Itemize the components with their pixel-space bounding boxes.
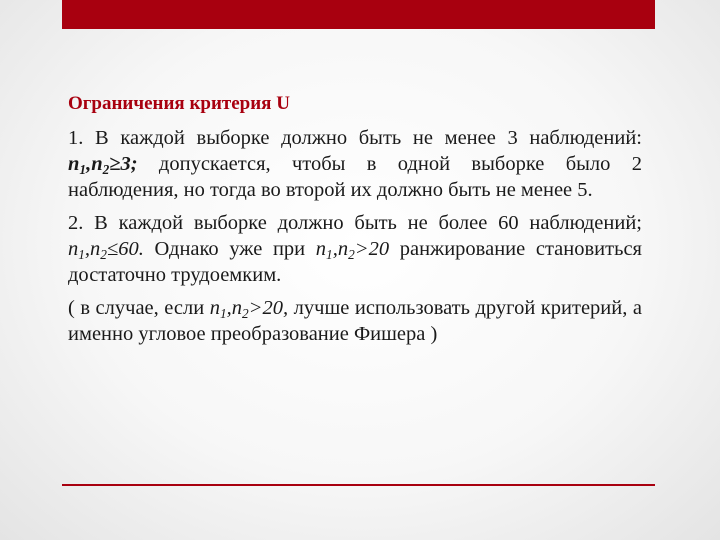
paragraph-2 xyxy=(68,210,642,288)
p1-formula-rest: ≥3; xyxy=(109,153,138,175)
p1-formula xyxy=(68,153,138,175)
p2-formula2-sub1: 1 xyxy=(326,246,333,262)
p3-formula-n2: ,n xyxy=(226,297,243,319)
p2-formula1-sub1: 1 xyxy=(78,246,85,262)
p2-formula1-rest: ≤60. xyxy=(106,238,144,260)
p2-text-b: Однако уже при xyxy=(143,238,316,260)
p2-formula1-n2: ,n xyxy=(84,238,101,260)
top-accent-bar xyxy=(62,0,655,29)
p2-formula2-n1: n xyxy=(315,238,327,260)
p1-formula-n2: ,n xyxy=(86,153,103,175)
paragraph-3 xyxy=(68,295,642,347)
p2-formula2-rest: >20 xyxy=(354,238,390,260)
slide-content xyxy=(68,92,642,354)
p3-text-a: ( в случае, если xyxy=(68,297,210,319)
p1-text-b: допускается, чтобы в одной выборке было 2 наблюдения, но тогда во второй их должно быть не менее 5. xyxy=(68,153,642,201)
p3-formula-n1: n xyxy=(209,297,220,319)
p2-text-a: 2. В каждой выборке должно быть не более 60 наблюдений; xyxy=(68,212,642,234)
p2-text-c: ранжирование становиться достаточно трудоемким. xyxy=(68,238,642,286)
paragraph-1 xyxy=(68,125,642,203)
p1-formula-sub2: 2 xyxy=(102,161,110,177)
p1-formula-n1: n xyxy=(68,153,80,175)
p2-formula2-sub2: 2 xyxy=(348,246,355,262)
slide-heading: Ограничения критерия U xyxy=(68,93,290,114)
p1-formula-sub1: 1 xyxy=(79,161,87,177)
p3-formula-rest: >20, xyxy=(248,297,289,319)
p3-formula xyxy=(210,297,288,319)
p3-text-b: лучше использовать другой критерий, а именно угловое преобразование Фишера ) xyxy=(68,297,642,345)
bottom-accent-rule xyxy=(62,484,655,486)
p2-formula-1 xyxy=(68,238,144,260)
p3-formula-sub1: 1 xyxy=(219,305,227,321)
p2-formula-2 xyxy=(316,238,389,260)
p1-text-a: 1. В каждой выборке должно быть не менее 3 наблюдений: xyxy=(68,127,642,149)
p3-formula-sub2: 2 xyxy=(242,305,249,321)
p2-formula1-n1: n xyxy=(68,238,79,260)
p2-formula2-n2: ,n xyxy=(332,238,349,260)
p2-formula1-sub2: 2 xyxy=(100,246,107,262)
